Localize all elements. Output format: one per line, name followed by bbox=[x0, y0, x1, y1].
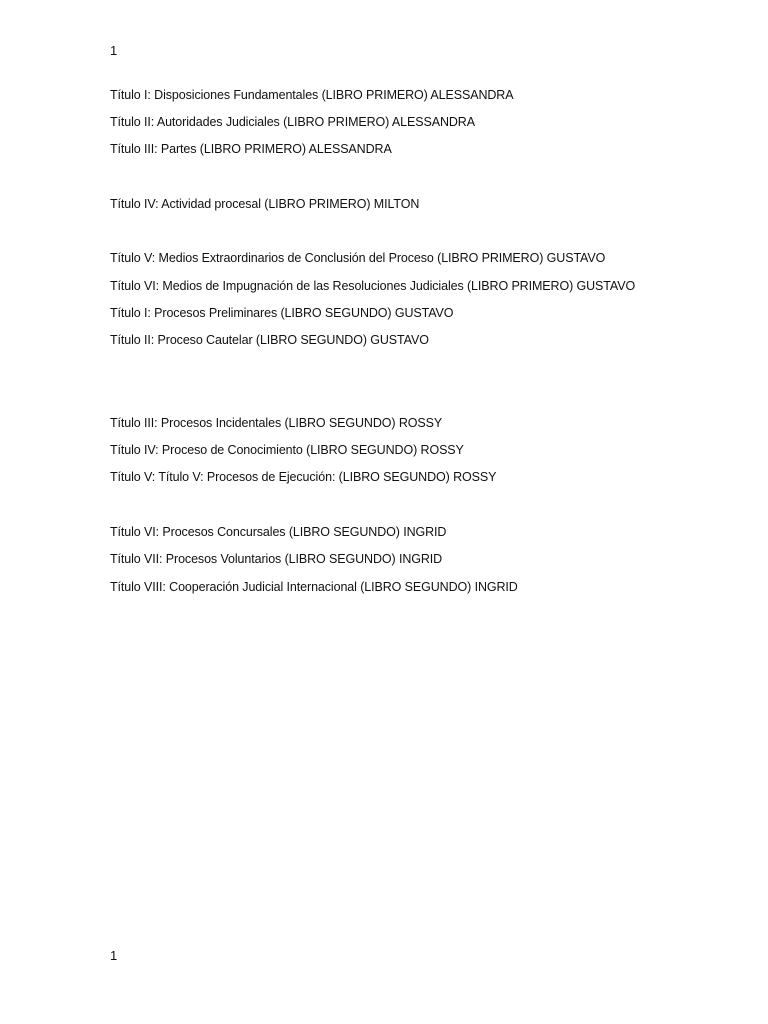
entry-line: Título V: Medios Extraordinarios de Conclusión del Proceso (LIBRO PRIMERO) GUSTAVO bbox=[110, 251, 606, 265]
entry-line: Título VIII: Cooperación Judicial Internacional (LIBRO SEGUNDO) INGRID bbox=[110, 580, 518, 594]
entry-line: Título VI: Medios de Impugnación de las Resoluciones Judiciales (LIBRO PRIMERO) GUSTAVO bbox=[110, 279, 636, 293]
entry-line: Título VI: Procesos Concursales (LIBRO SEGUNDO) INGRID bbox=[110, 525, 447, 539]
entry-line: Título VII: Procesos Voluntarios (LIBRO SEGUNDO) INGRID bbox=[110, 552, 443, 566]
entry-line: Título I: Disposiciones Fundamentales (LIBRO PRIMERO) ALESSANDRA bbox=[110, 88, 514, 102]
entry-line: Título III: Partes (LIBRO PRIMERO) ALESSANDRA bbox=[110, 142, 392, 156]
entry-line: Título V: Título V: Procesos de Ejecución: (LIBRO SEGUNDO) ROSSY bbox=[110, 470, 497, 484]
entry-line: Título II: Autoridades Judiciales (LIBRO PRIMERO) ALESSANDRA bbox=[110, 115, 475, 129]
header-page-number: 1 bbox=[110, 43, 118, 58]
entry-line: Título IV: Actividad procesal (LIBRO PRIMERO) MILTON bbox=[110, 197, 420, 211]
entry-line: Título IV: Proceso de Conocimiento (LIBRO SEGUNDO) ROSSY bbox=[110, 443, 464, 457]
entry-line: Título I: Procesos Preliminares (LIBRO SEGUNDO) GUSTAVO bbox=[110, 306, 454, 320]
footer-page-number: 1 bbox=[110, 948, 118, 963]
entry-line: Título II: Proceso Cautelar (LIBRO SEGUNDO) GUSTAVO bbox=[110, 333, 429, 347]
entry-line: Título III: Procesos Incidentales (LIBRO SEGUNDO) ROSSY bbox=[110, 416, 443, 430]
